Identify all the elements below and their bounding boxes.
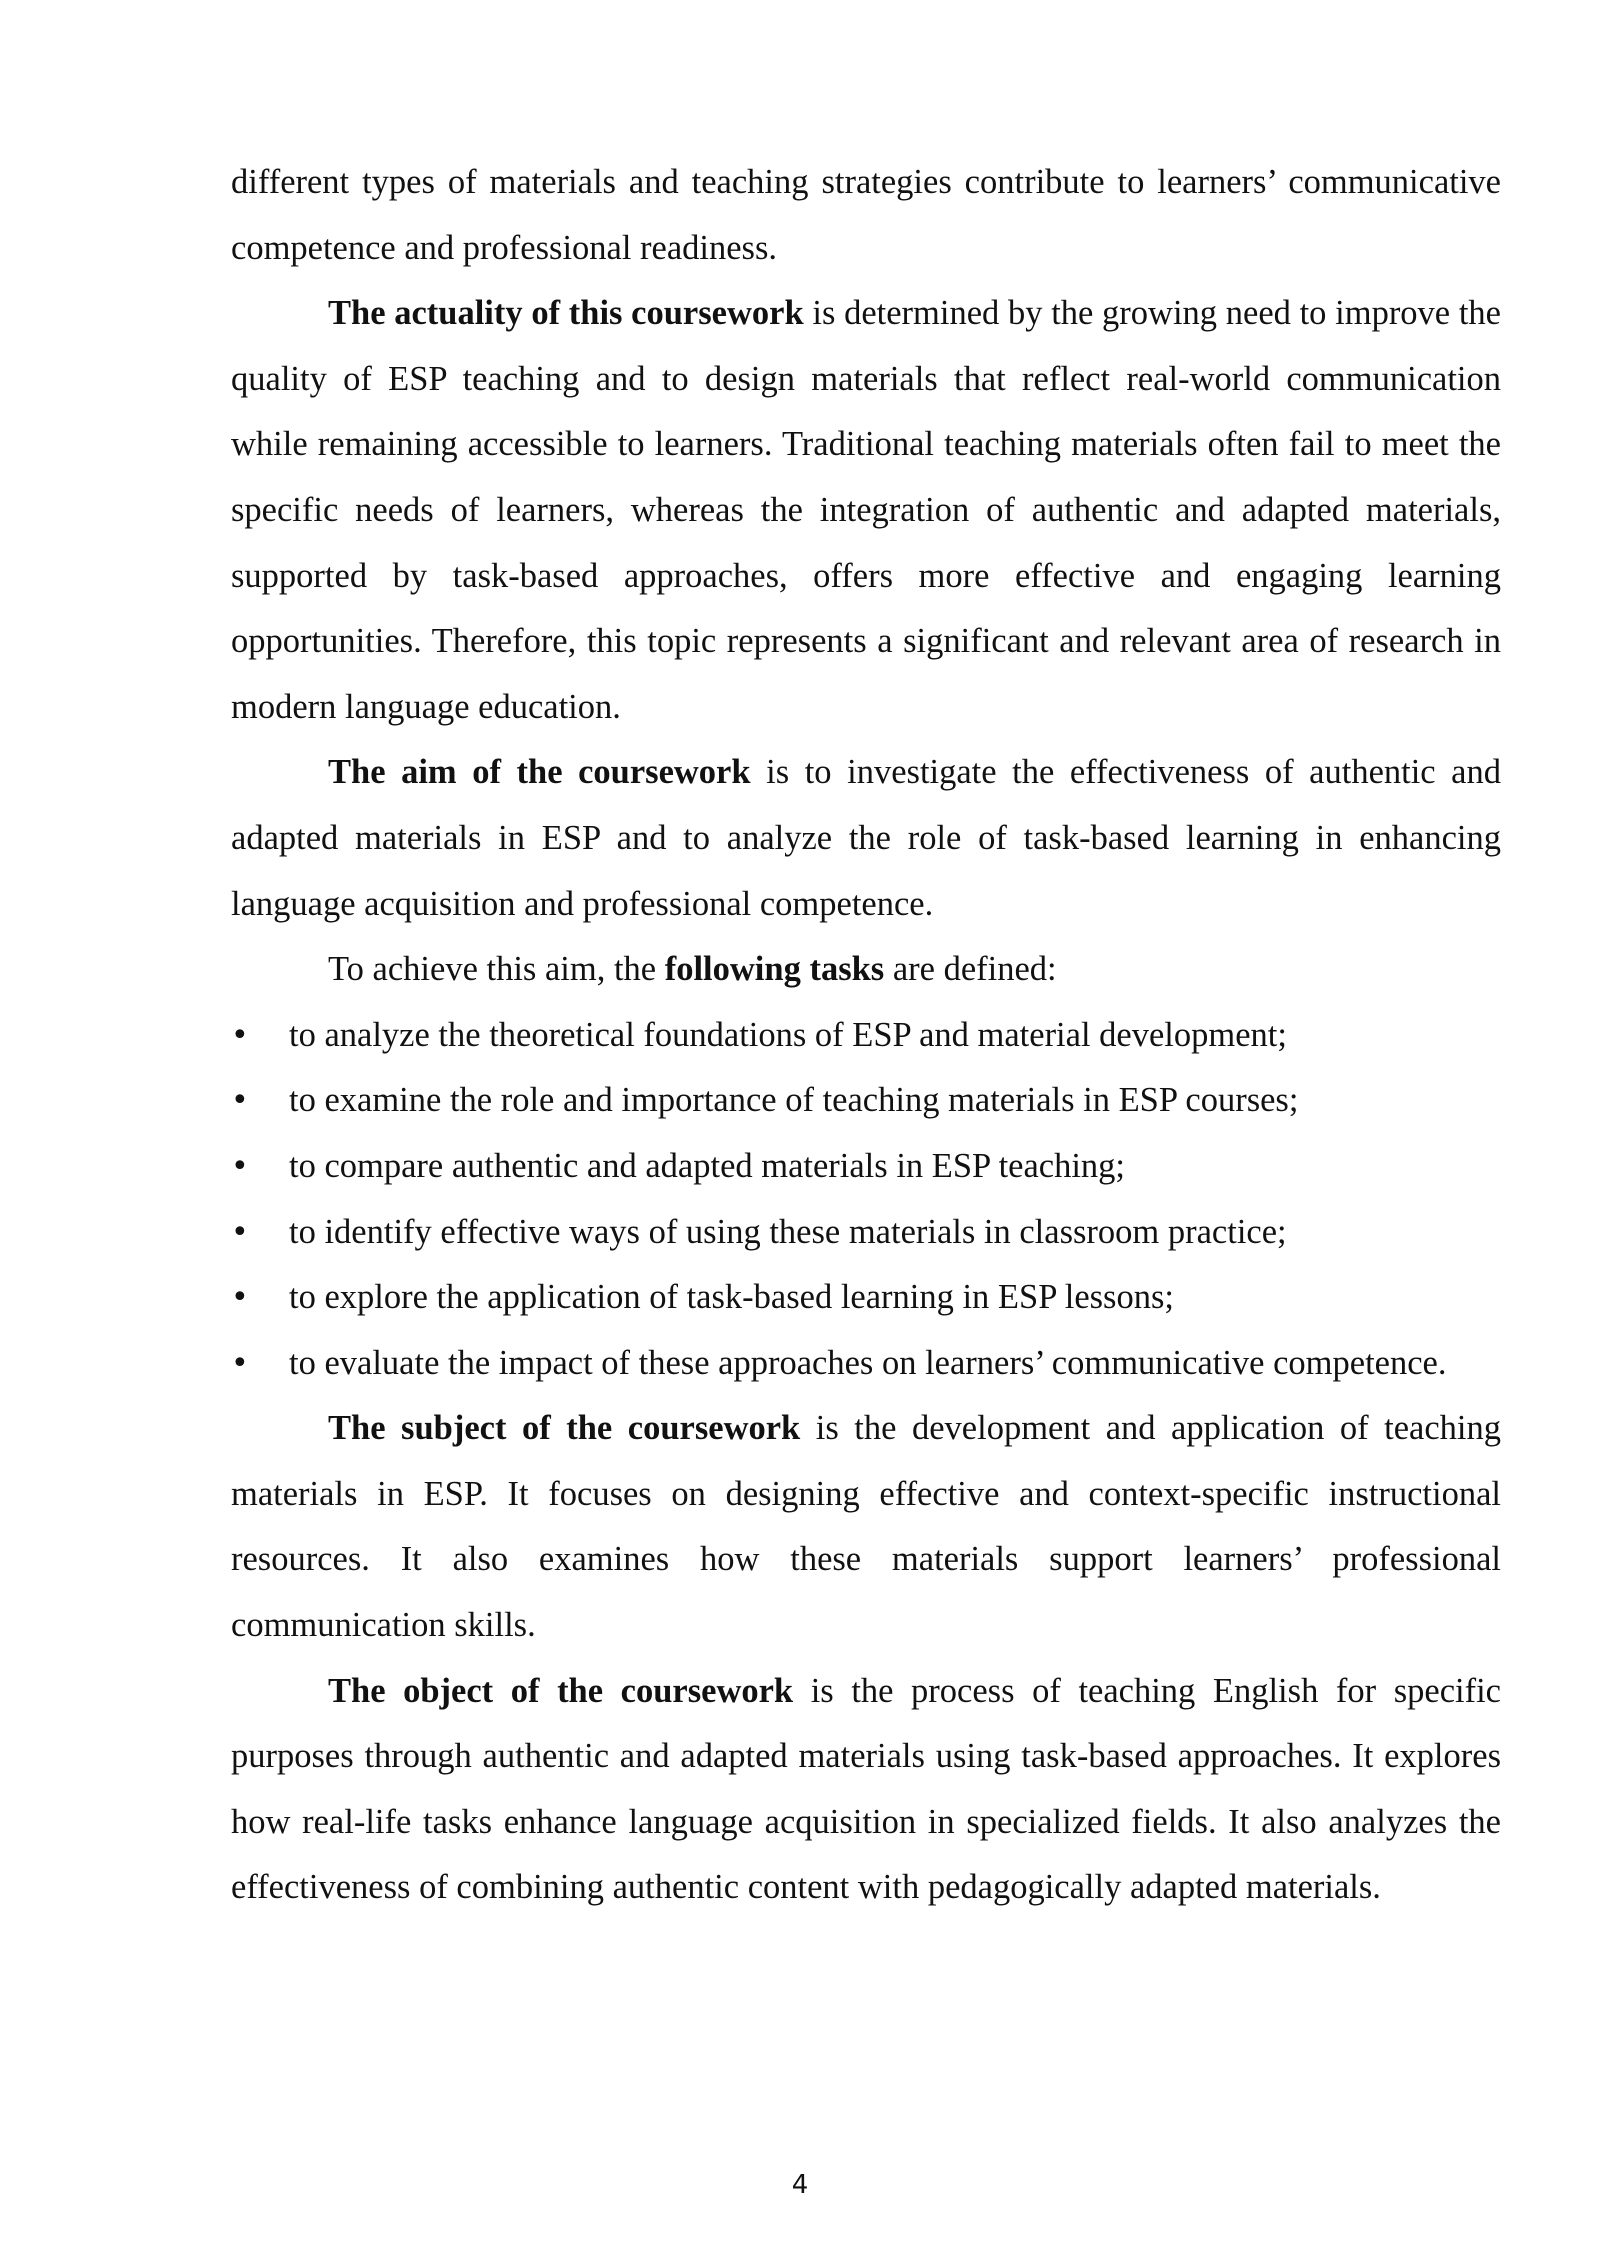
object-heading: The object of the coursework (328, 1671, 794, 1710)
actuality-text: is determined by the growing need to improve the quality of ESP teaching and to design materials that reflect real-world communication while remaining accessible to learners. Traditional teaching materials often fail to meet the specific needs of learners, whereas the integration of authentic and adapted materials, supported by task-based approaches, offers more effective and engaging learning opportunities. Therefore, this topic represents a significant and relevant area of research in modern language education. (231, 294, 1501, 726)
bullet-icon: • (231, 1017, 249, 1053)
document-body (231, 150, 1501, 1921)
tasks-intro-before: To achieve this aim, the (328, 950, 665, 989)
task-text: to identify effective ways of using these materials in classroom practice; (289, 1212, 1287, 1251)
list-item (231, 1134, 1501, 1200)
bullet-icon: • (231, 1148, 249, 1184)
intro-paragraph (231, 150, 1501, 281)
tasks-intro-after: are defined: (884, 950, 1057, 989)
bullet-icon: • (231, 1345, 249, 1381)
list-item (231, 1331, 1501, 1397)
list-item (231, 1200, 1501, 1266)
bullet-icon: • (231, 1214, 249, 1250)
page-number: 4 (791, 2170, 809, 2200)
tasks-list (231, 1003, 1501, 1397)
aim-text: is to investigate the effectiveness of authentic and adapted materials in ESP and to analyze the role of task-based learning in enhancing language acquisition and professional competence. (231, 753, 1501, 923)
list-item (231, 1003, 1501, 1069)
subject-heading: The subject of the coursework (328, 1409, 801, 1448)
task-text: to analyze the theoretical foundations of ESP and material development; (289, 1015, 1287, 1054)
object-text: is the process of teaching English for specific purposes through authentic and adapted materials using task-based approaches. It explores how real-life tasks enhance language acquisition in specialized fields. It also analyzes the effectiveness of combining authentic content with pedagogically adapted materials. (231, 1671, 1501, 1907)
list-item (231, 1068, 1501, 1134)
object-paragraph (231, 1659, 1501, 1921)
tasks-intro-bold: following tasks (664, 950, 885, 989)
aim-paragraph (231, 740, 1501, 937)
actuality-paragraph (231, 281, 1501, 740)
aim-heading: The aim of the coursework (328, 753, 751, 792)
task-text: to compare authentic and adapted materials in ESP teaching; (289, 1146, 1126, 1185)
task-text: to explore the application of task-based learning in ESP lessons; (289, 1278, 1174, 1317)
task-text: to examine the role and importance of teaching materials in ESP courses; (289, 1081, 1299, 1120)
intro-text: different types of materials and teaching strategies contribute to learners’ communicative competence and professional readiness. (231, 163, 1501, 267)
tasks-intro-paragraph (231, 937, 1501, 1003)
subject-text: is the development and application of teaching materials in ESP. It focuses on designing effective and context-specific instructional resources. It also examines how these materials support learners’ professional communication skills. (231, 1409, 1501, 1645)
list-item (231, 1265, 1501, 1331)
actuality-heading: The actuality of this coursework (328, 294, 804, 333)
bullet-icon: • (231, 1280, 249, 1316)
bullet-icon: • (231, 1083, 249, 1119)
subject-paragraph (231, 1396, 1501, 1658)
task-text: to evaluate the impact of these approaches on learners’ communicative competence. (289, 1343, 1447, 1382)
